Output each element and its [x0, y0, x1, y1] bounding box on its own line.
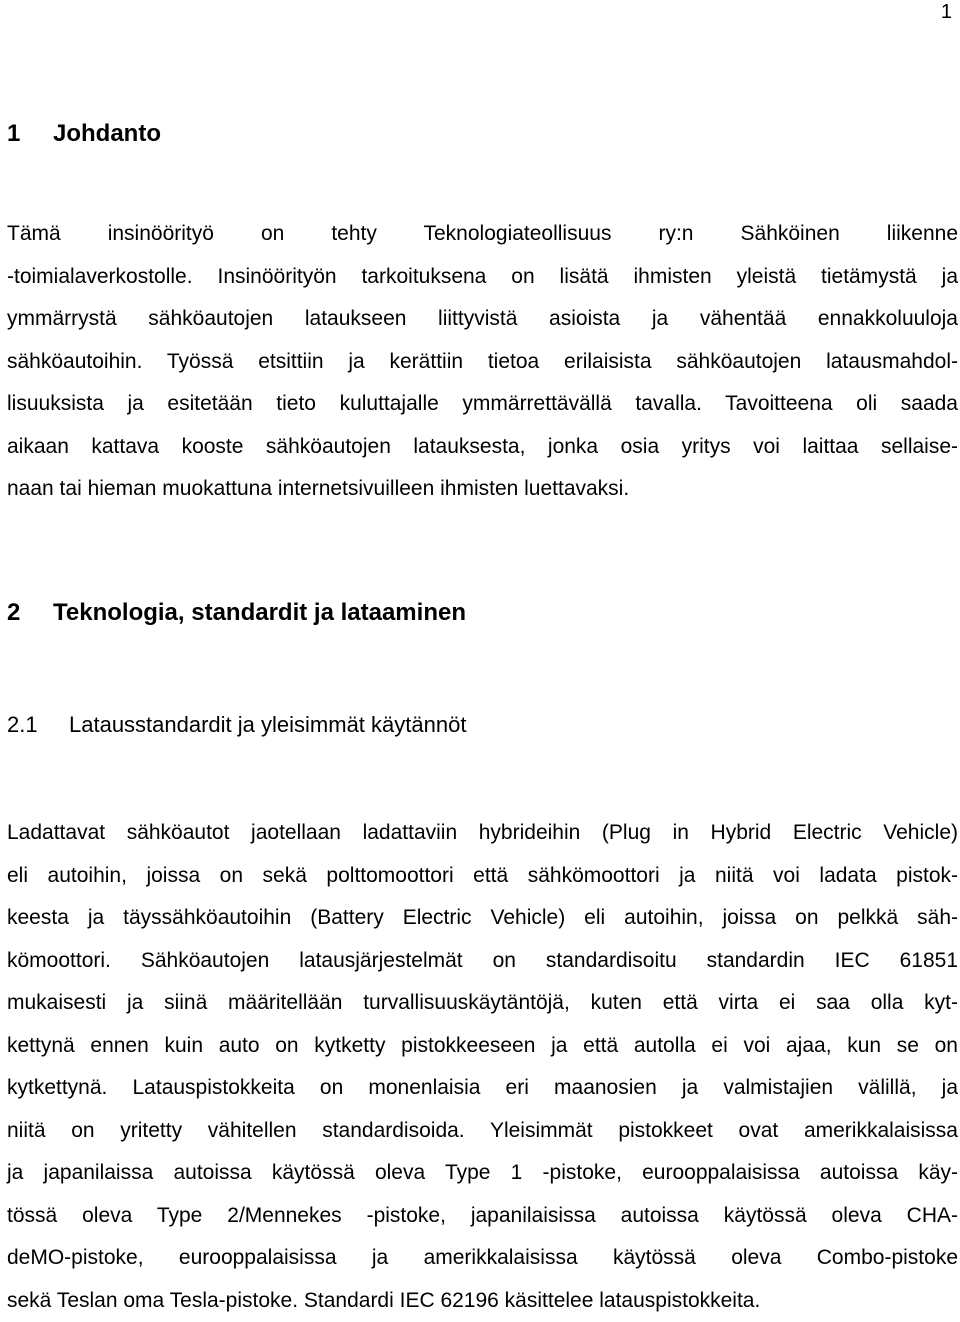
paragraph-line: aikaan kattava kooste sähköautojen latauksesta, jonka osia yritys voi laittaa sellaise-: [7, 426, 958, 469]
paragraph-line: niitä on yritetty vähitellen standardisoida. Yleisimmät pistokkeet ovat amerikkalaisissa: [7, 1110, 958, 1153]
paragraph-line: Ladattavat sähköautot jaotellaan ladattaviin hybrideihin (Plug in Hybrid Electric Vehicle): [7, 812, 958, 855]
section-1-heading: [7, 119, 161, 149]
paragraph-line: lisuuksista ja esitetään tieto kuluttajalle ymmärrettävällä tavalla. Tavoitteena oli saada: [7, 383, 958, 426]
paragraph-line: deMO-pistoke, eurooppalaisissa ja amerikkalaisissa käytössä oleva Combo-pistoke: [7, 1237, 958, 1280]
paragraph-line: -toimialaverkostolle. Insinöörityön tarkoituksena on lisätä ihmisten yleistä tietämystä ja: [7, 256, 958, 299]
paragraph-line: mukaisesti ja siinä määritellään turvallisuuskäytäntöjä, kuten että virta ei saa olla kyt-: [7, 982, 958, 1025]
section-1-number: 1: [7, 119, 53, 149]
paragraph-line: ja japanilaissa autoissa käytössä oleva Type 1 -pistoke, eurooppalaisissa autoissa käy-: [7, 1152, 958, 1195]
paragraph-line: ymmärrystä sähköautojen lataukseen liittyvistä asioista ja vähentää ennakkoluuloja: [7, 298, 958, 341]
paragraph-line: kettynä ennen kuin auto on kytketty pistokkeeseen ja että autolla ei voi ajaa, kun se on: [7, 1025, 958, 1068]
paragraph-line: Tämä insinöörityö on tehty Teknologiateollisuus ry:n Sähköinen liikenne: [7, 213, 958, 256]
paragraph-line: tössä oleva Type 2/Mennekes -pistoke, japanilaisissa autoissa käytössä oleva CHA-: [7, 1195, 958, 1238]
section-2-1-number: 2.1: [7, 710, 69, 740]
section-2-heading: [7, 598, 466, 628]
paragraph-line: kömoottori. Sähköautojen latausjärjestelmät on standardisoitu standardin IEC 61851: [7, 940, 958, 983]
charging-standards-paragraph: [7, 812, 958, 1322]
section-1-title: Johdanto: [53, 120, 161, 147]
paragraph-line: sekä Teslan oma Tesla-pistoke. Standardi IEC 62196 käsittelee latauspistokkeita.: [7, 1280, 958, 1322]
section-2-1-title: Latausstandardit ja yleisimmät käytännöt: [69, 712, 466, 737]
section-2-1-heading: [7, 710, 466, 740]
paragraph-line: keesta ja täyssähköautoihin (Battery Electric Vehicle) eli autoihin, joissa on pelkkä säh-: [7, 897, 958, 940]
section-2-number: 2: [7, 598, 53, 628]
paragraph-line: naan tai hieman muokattuna internetsivuilleen ihmisten luettavaksi.: [7, 468, 958, 511]
paragraph-line: eli autoihin, joissa on sekä polttomoottori että sähkömoottori ja niitä voi ladata pistok-: [7, 855, 958, 898]
page-number: 1: [941, 0, 952, 24]
section-2-title: Teknologia, standardit ja lataaminen: [53, 599, 466, 626]
paragraph-line: kytkettynä. Latauspistokkeita on monenlaisia eri maanosien ja valmistajien välillä, ja: [7, 1067, 958, 1110]
introduction-paragraph: [7, 213, 958, 511]
paragraph-line: sähköautoihin. Työssä etsittiin ja kerättiin tietoa erilaisista sähköautojen latausmahdol-: [7, 341, 958, 384]
